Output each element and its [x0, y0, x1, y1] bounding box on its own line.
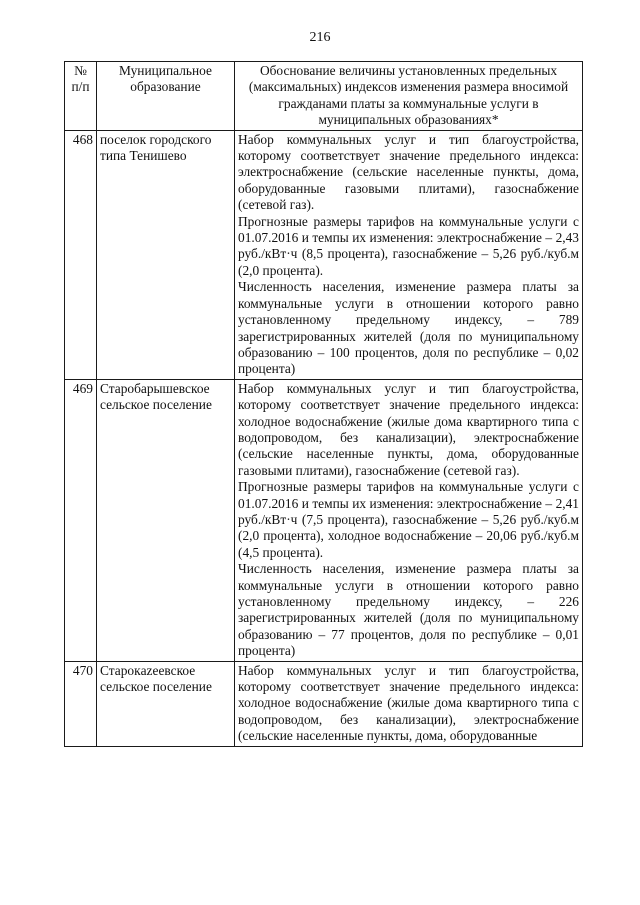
justification-paragraph: Прогнозные размеры тарифов на коммунальные услуги с 01.07.2016 и темпы их изменения: электроснабжение – 2,43 руб./кВт·ч (8,5 процента), газоснабжение – 5,26 руб./куб.м (2,0 процента).: [238, 213, 579, 278]
page-number: 216: [309, 30, 331, 45]
table-row: [65, 379, 583, 661]
justification-paragraph: Прогнозные размеры тарифов на коммунальные услуги с 01.07.2016 и темпы их изменения: электроснабжение – 2,41 руб./кВт·ч (7,5 процента), газоснабжение – 5,26 руб./куб.м (2,0 процента), холодное водоснабжение – 20,06 руб./куб.м (4,5 процента).: [238, 479, 579, 560]
header-municipality: Муниципальное образование: [97, 62, 235, 131]
justification-paragraph: Набор коммунальных услуг и тип благоустройства, которому соответствует значение предельного индекса: холодное водоснабжение (жилые дома квартирного типа с водопроводом, без канализации), электроснабжение (сельские населенные пункты, дома, оборудованные: [238, 662, 579, 744]
justification-paragraph: Численность населения, изменение размера платы за коммунальные услуги в отношении которого равно установленному предельному индексу, – 226 зарегистрированных жителей (доля по муниципальному образованию – 77 процентов, доля по республике – 0,01 процента): [238, 561, 579, 659]
header-number: № п/п: [65, 62, 97, 131]
justification-paragraph: Набор коммунальных услуг и тип благоустройства, которому соответствует значение предельного индекса: электроснабжение (сельские населенные пункты, дома, оборудованные газовыми плитами), газоснабжение (сетевой газ).: [238, 131, 579, 213]
row-municipality: Старобарышевское сельское поселение: [97, 379, 235, 661]
row-justification: [235, 379, 583, 661]
row-number: 470: [65, 661, 97, 746]
table-row: [65, 130, 583, 379]
table-row: [65, 661, 583, 746]
row-municipality: Старокazеевское сельское поселение: [97, 661, 235, 746]
header-justification: Обоснование величины установленных предельных (максимальных) индексов изменения размера вносимой гражданами платы за коммунальные услуги в муниципальных образованиях*: [235, 62, 583, 131]
table-header-row: [65, 62, 583, 131]
tariff-justification-table: [64, 61, 583, 747]
row-number: 468: [65, 130, 97, 379]
justification-paragraph: Численность населения, изменение размера платы за коммунальные услуги в отношении которого равно установленному предельному индексу, – 789 зарегистрированных жителей (доля по муниципальному образованию – 100 процентов, доля по республике – 0,02 процента): [238, 279, 579, 377]
row-municipality: поселок городского типа Тенишево: [97, 130, 235, 379]
row-number: 469: [65, 379, 97, 661]
justification-paragraph: Набор коммунальных услуг и тип благоустройства, которому соответствует значение предельного индекса: холодное водоснабжение (жилые дома квартирного типа с водопроводом, без канализации), электроснабжение (сельские населенные пункты, дома, оборудованные газовыми плитами), газоснабжение (сетевой газ).: [238, 380, 579, 478]
row-justification: [235, 130, 583, 379]
row-justification: [235, 661, 583, 746]
